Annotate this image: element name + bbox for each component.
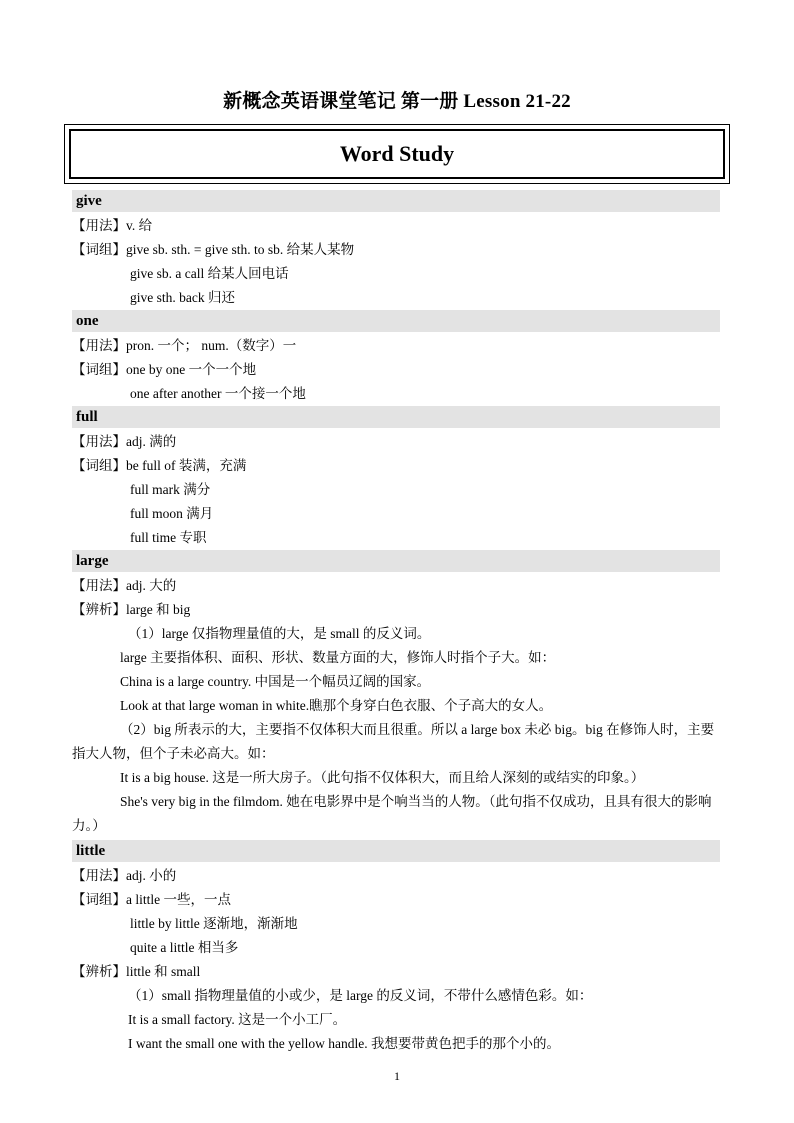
analysis-line: 【辨析】large 和 big	[72, 602, 191, 617]
phrase-item: give sth. back 归还	[130, 290, 235, 305]
phrase-item: little by little 逐渐地，渐渐地	[130, 916, 298, 931]
phrase-item: quite a little 相当多	[130, 940, 239, 955]
usage-line: 【用法】pron. 一个； num.（数字）一	[72, 338, 297, 353]
example-sentence: It is a big house. 这是一所大房子。（此句指不仅体积大，而且给人深刻的或结实的印象。）	[120, 770, 645, 785]
phrase-line: 【词组】a little 一些，一点	[72, 892, 231, 907]
usage-line: 【用法】adj. 小的	[72, 868, 177, 883]
usage-line: 【用法】adj. 大的	[72, 578, 177, 593]
word-heading-one: one	[72, 310, 720, 332]
analysis-text: （1）large 仅指物理量值的大，是 small 的反义词。	[128, 626, 431, 641]
example-sentence: It is a small factory. 这是一个小工厂。	[128, 1012, 347, 1027]
analysis-text: （2）big 所表示的大，主要指不仅体积大而且很重。所以 a large box 未必 big。big 在修饰人时，主要指大人物，但个子未必高大。如：	[72, 722, 715, 761]
example-sentence: I want the small one with the yellow handle. 我想要带黄色把手的那个小的。	[128, 1036, 560, 1051]
word-heading-little: little	[72, 840, 720, 862]
phrase-item: full mark 满分	[130, 482, 211, 497]
example-sentence: Look at that large woman in white.瞧那个身穿白色衣服、个子高大的女人。	[120, 698, 553, 713]
page-title: 新概念英语课堂笔记 第一册 Lesson 21-22	[223, 91, 571, 112]
phrase-item: full time 专职	[130, 530, 207, 545]
example-sentence: China is a large country. 中国是一个幅员辽阔的国家。	[120, 674, 431, 689]
phrase-item: full moon 满月	[130, 506, 214, 521]
usage-line: 【用法】v. 给	[72, 218, 153, 233]
phrase-line: 【词组】give sb. sth. = give sth. to sb. 给某人某物	[72, 242, 355, 257]
example-sentence: She's very big in the filmdom. 她在电影界中是个响当当的人物。（此句指不仅成功，且具有很大的影响力。）	[72, 794, 712, 833]
phrase-line: 【词组】be full of 装满，充满	[72, 458, 247, 473]
phrase-line: 【词组】one by one 一个一个地	[72, 362, 257, 377]
analysis-text: large 主要指体积、面积、形状、数量方面的大，修饰人时指个子大。如：	[120, 650, 556, 665]
word-heading-large: large	[72, 550, 720, 572]
word-study-heading: Word Study	[69, 129, 725, 179]
analysis-line: 【辨析】little 和 small	[72, 964, 201, 979]
analysis-text: （1）small 指物理量值的小或少，是 large 的反义词，不带什么感情色彩。如：	[128, 988, 593, 1003]
phrase-item: give sb. a call 给某人回电话	[130, 266, 289, 281]
notes-content	[72, 190, 720, 1056]
word-study-box	[64, 124, 730, 184]
page-number: 1	[394, 1069, 400, 1083]
word-heading-full: full	[72, 406, 720, 428]
word-heading-give: give	[72, 190, 720, 212]
phrase-item: one after another 一个接一个地	[130, 386, 306, 401]
usage-line: 【用法】adj. 满的	[72, 434, 177, 449]
